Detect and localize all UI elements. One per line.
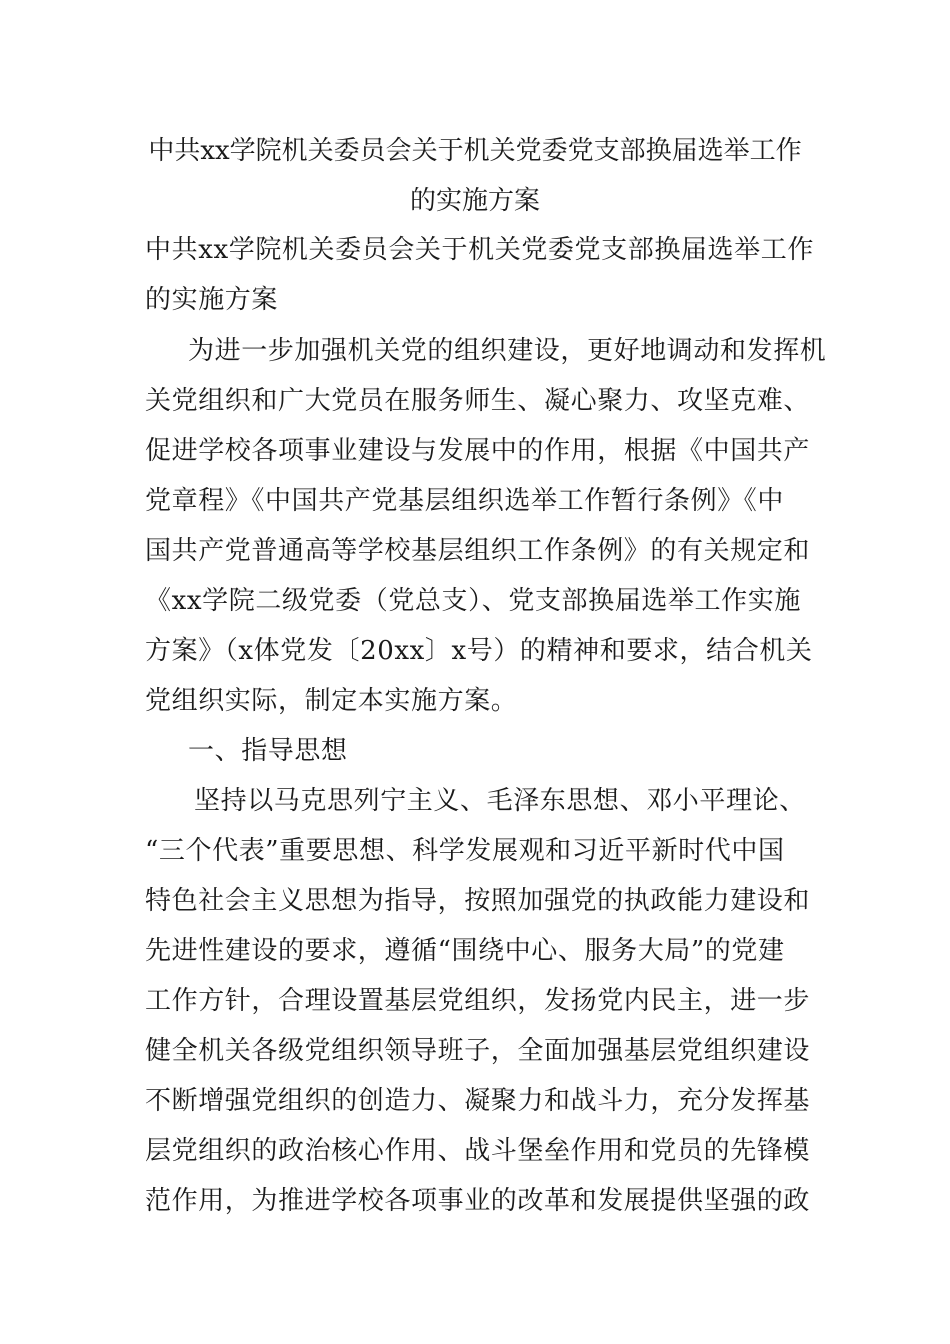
- section-paragraph-line: “三个代表”重要思想、科学发展观和习近平新时代中国: [145, 836, 785, 866]
- section-paragraph-line: 先进性建设的要求，遵循“围绕中心、服务大局”的党建: [145, 936, 785, 966]
- section-paragraph-line: 层党组织的政治核心作用、战斗堡垒作用和党员的先锋模: [145, 1136, 811, 1166]
- section-paragraph-line: 特色社会主义思想为指导，按照加强党的执政能力建设和: [145, 886, 811, 916]
- intro-paragraph-line: 关党组织和广大党员在服务师生、凝心聚力、攻坚克难、: [145, 386, 811, 416]
- intro-paragraph-line: 方案》（x体党发〔20xx〕x号）的精神和要求，结合机关: [145, 636, 813, 666]
- intro-paragraph-line: 国共产党普通高等学校基层组织工作条例》的有关规定和: [145, 536, 811, 566]
- document-title-line-1: 中共xx学院机关委员会关于机关党委党支部换届选举工作: [148, 136, 802, 166]
- intro-paragraph-line: 党章程》《中国共产党基层组织选举工作暂行条例》《中: [145, 486, 785, 516]
- section-paragraph-line: 工作方针，合理设置基层党组织，发扬党内民主，进一步: [145, 986, 811, 1016]
- section-paragraph-line: 范作用，为推进学校各项事业的改革和发展提供坚强的政: [145, 1186, 811, 1216]
- repeated-title-line-1: 中共xx学院机关委员会关于机关党委党支部换届选举工作: [145, 235, 814, 265]
- document-title-line-2: 的实施方案: [409, 186, 540, 216]
- section-paragraph-line: 坚持以马克思列宁主义、毛泽东思想、邓小平理论、: [194, 786, 806, 816]
- intro-paragraph-line: 党组织实际，制定本实施方案。: [145, 686, 518, 716]
- intro-paragraph-line: 《xx学院二级党委（党总支）、党支部换届选举工作实施: [145, 586, 801, 616]
- intro-paragraph-line: 为进一步加强机关党的组织建设，更好地调动和发挥机: [188, 336, 827, 366]
- section-paragraph-line: 不断增强党组织的创造力、凝聚力和战斗力，充分发挥基: [145, 1086, 811, 1116]
- section-paragraph-line: 健全机关各级党组织领导班子，全面加强基层党组织建设: [145, 1036, 811, 1066]
- repeated-title-line-2: 的实施方案: [145, 285, 279, 315]
- section-heading: 一、指导思想: [188, 736, 348, 766]
- intro-paragraph-line: 促进学校各项事业建设与发展中的作用，根据《中国共产: [145, 436, 811, 466]
